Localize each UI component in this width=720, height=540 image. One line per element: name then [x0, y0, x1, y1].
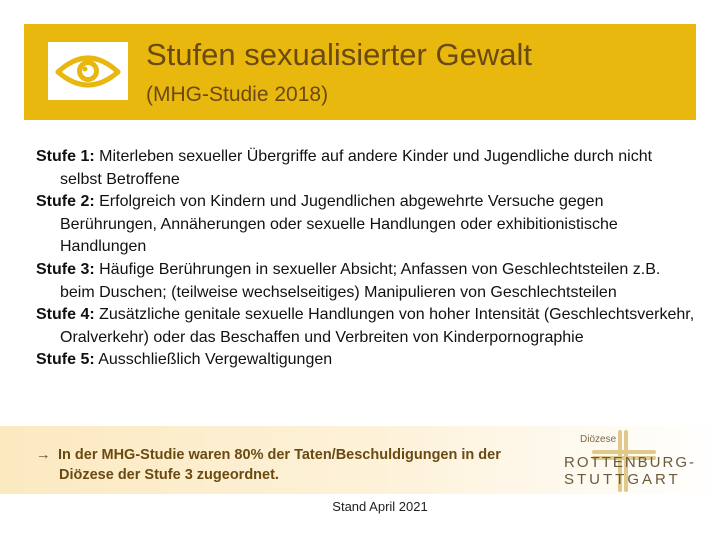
step-text: Erfolgreich von Kindern und Jugendlichen abgewehrte Versuche gegen Berührungen, Annäherungen oder sexuelle Handlungen oder exhibitionistische Handlungen [60, 193, 618, 256]
step-4 [36, 304, 696, 349]
step-text: Häufige Berührungen in sexueller Absicht; Anfassen von Geschlechtsteilen z.B. beim Duschen; (teilweise wechselseitiges) Manipulieren von Geschlechtsteilen [60, 260, 661, 301]
diocese-logo [560, 430, 700, 492]
eye-icon [48, 42, 128, 100]
page-subtitle: (MHG-Studie 2018) [146, 83, 329, 106]
step-1 [36, 146, 696, 191]
step-label: Stufe 2: [36, 193, 95, 211]
step-label: Stufe 1: [36, 148, 95, 165]
step-label: Stufe 5: [36, 351, 95, 369]
diocese-label: Diözese [580, 434, 617, 445]
step-text: Miterleben sexueller Übergriffe auf andere Kinder und Jugendliche durch nicht selbst Betroffene [60, 148, 653, 188]
arrow-right-icon: → [36, 447, 51, 463]
step-text: Ausschließlich Vergewaltigungen [94, 351, 333, 369]
title-banner [24, 24, 696, 120]
steps-list [36, 146, 696, 372]
logo [48, 42, 128, 100]
step-text: Zusätzliche genitale sexuelle Handlungen von hoher Intensität (Geschlechtsverkehr, Oralverkehr) oder das Beschaffen und Verbreiten von Kinderpornographie [60, 306, 695, 346]
diocese-name-line2: STUTTGART [564, 471, 681, 488]
step-3 [36, 259, 696, 304]
step-label: Stufe 3: [36, 260, 95, 278]
step-label: Stufe 4: [36, 306, 95, 324]
note-line-1 [36, 446, 566, 466]
diocese-name-line1: ROTTENBURG- [564, 454, 696, 471]
note-text-2: Diözese der Stufe 3 zugeordnet. [59, 466, 279, 483]
footer-date: Stand April 2021 [332, 499, 428, 514]
note-text-1: In der MHG-Studie waren 80% der Taten/Beschuldigungen in der [58, 447, 501, 463]
step-2 [36, 191, 696, 259]
step-5 [36, 349, 696, 372]
summary-note [36, 446, 566, 485]
page-title: Stufen sexualisierter Gewalt [146, 37, 532, 72]
